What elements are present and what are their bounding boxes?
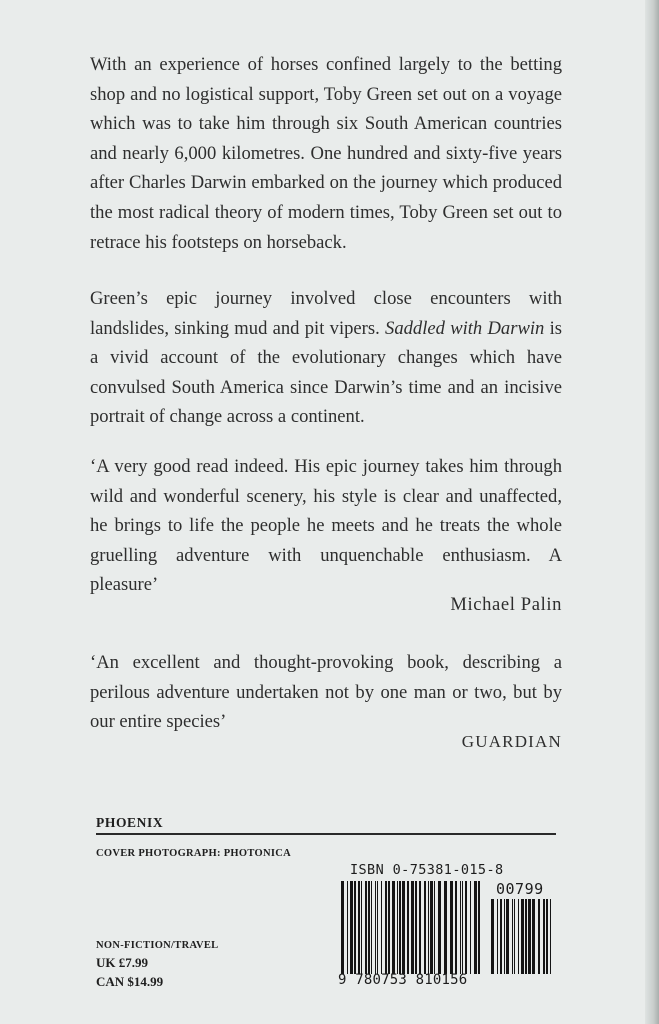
book-title-italic: Saddled with Darwin	[385, 317, 545, 339]
ean-number: 9 780753 810156	[338, 972, 468, 988]
publisher-name: PHOENIX	[96, 815, 164, 830]
blurb-paragraph-2-text	[90, 284, 562, 432]
review-quote-2-text: ‘An excellent and thought-provoking book, describing a perilous adventure undertaken not by one man or two, but by our entire species’	[90, 652, 562, 733]
review-quote-1	[90, 452, 562, 600]
book-category: NON-FICTION/TRAVEL	[96, 940, 219, 951]
review-quote-2	[90, 648, 562, 737]
blurb-paragraph-1	[90, 50, 562, 257]
review-quote-1-text: ‘A very good read indeed. His epic journey takes him through wild and wonderful scenery, his style is clear and unaffected, he brings to life the people he meets and he treats the whole gruelling adventure with unquenchable enthusiasm. A pleasure’	[90, 456, 562, 596]
blurb-paragraph-2-end: is a vivid account of the evolutionary changes which have convulsed South America since Darwin’s time and an incisive portrait of change across a continent.	[90, 317, 563, 428]
price-can: CAN $14.99	[96, 974, 164, 989]
ean-barcode	[340, 881, 484, 974]
review-attribution-1: Michael Palin	[450, 594, 562, 615]
addon-barcode	[490, 899, 556, 974]
review-attribution-2: GUARDIAN	[461, 732, 562, 751]
publisher-divider	[96, 833, 556, 835]
cover-photo-credit: COVER PHOTOGRAPH: PHOTONICA	[96, 848, 291, 859]
barcode-addon-number: 00799	[496, 880, 544, 898]
blurb-paragraph-1-text: With an experience of horses confined largely to the betting shop and no logistical support, Toby Green set out on a voyage which was to take him through six South American countries and nearly 6,000 kilometres. One hundred and sixty-five years after Charles Darwin embarked on the journey which produced the most radical theory of modern times, Toby Green set out to retrace his footsteps on horseback.	[90, 54, 562, 253]
cover-edge-shadow	[645, 0, 659, 1024]
isbn-label: ISBN 0-75381-015-8	[350, 862, 504, 878]
blurb-paragraph-2	[90, 284, 562, 432]
price-uk: UK £7.99	[96, 955, 148, 970]
blurb-paragraph-2-start: Green’s epic journey involved close encounters with landslides, sinking mud and pit vipers.	[90, 288, 562, 339]
